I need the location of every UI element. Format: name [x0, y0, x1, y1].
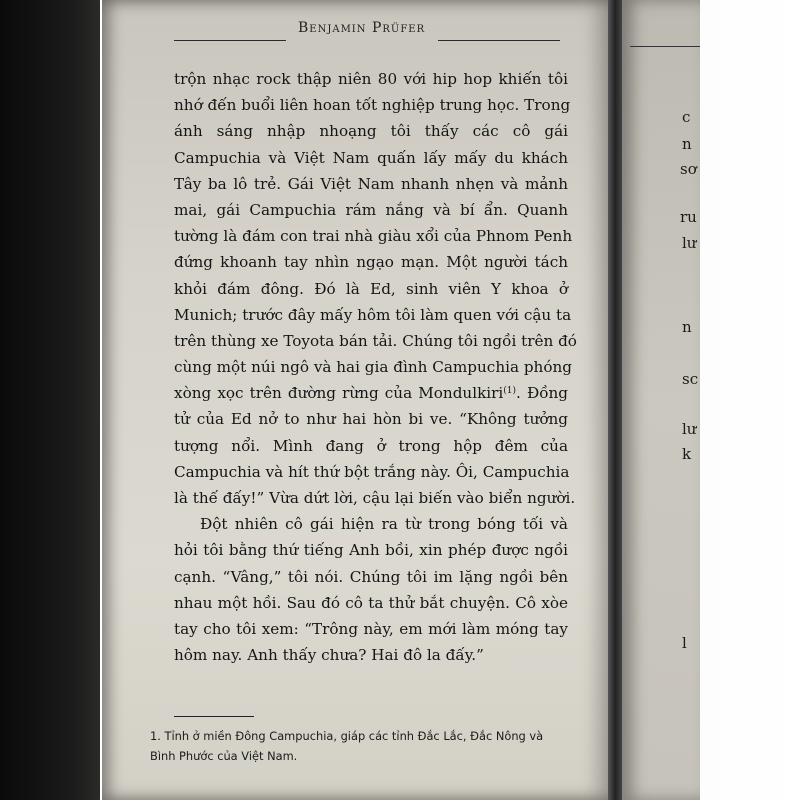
text-line: khỏi đám đông. Đó là Ed, sinh viên Y khoa ở [174, 279, 568, 298]
next-page-fragment: lư [682, 234, 697, 252]
text-line: tay cho tôi xem: “Trông này, em mới làm móng tay [174, 619, 568, 638]
next-page-fragment: lư [682, 420, 697, 438]
footnote-line: Bình Phước của Việt Nam. [150, 749, 298, 763]
next-page-fragment: ru [680, 208, 697, 226]
text-line: Campuchia và Việt Nam quấn lấy mấy du khách [174, 148, 568, 167]
next-page-fragment: l [682, 634, 687, 652]
next-page-fragment: sc [682, 370, 699, 388]
text-line: tường là đám con trai nhà giàu xổi của Phnom Penh [174, 227, 573, 246]
text-line: nhớ đến buổi liên hoan tốt nghiệp trung học. Trong [174, 96, 571, 115]
next-page [622, 0, 700, 800]
text-line: Campuchia và hít thứ bột trắng này. Ôi, Campuchia [174, 462, 570, 481]
text-line: là thế đấy!” Vừa dứt lời, cậu lại biến vào biển người. [174, 489, 576, 507]
text-segment: . Đồng [516, 384, 569, 403]
next-page-header-rule [630, 46, 700, 47]
footnote-line: 1. Tỉnh ở miền Đông Campuchia, giáp các tỉnh Đắc Lắc, Đắc Nông và [150, 729, 544, 743]
next-page-fragment: sơ [680, 160, 697, 178]
text-line: tử của Ed nở to như hai hòn bi ve. “Không tưởng [174, 410, 568, 429]
next-page-fragment: n [682, 318, 692, 336]
running-header [170, 12, 570, 52]
text-line: hôm nay. Anh thấy chưa? Hai đô la đấy.” [174, 646, 484, 665]
next-page-fragment: k [682, 445, 692, 463]
text-line: Tây ba lô trẻ. Gái Việt Nam nhanh nhẹn và mảnh [174, 174, 568, 193]
text-line-paragraph-start: Đột nhiên cô gái hiện ra từ trong bóng tối và [200, 515, 568, 534]
text-line-with-footnote [174, 380, 568, 406]
footnote-marker: (1) [503, 386, 517, 397]
book-gutter [608, 0, 622, 800]
text-segment: xòng xọc trên đường rừng của Mondulkiri [174, 384, 504, 403]
text-line: Munich; trước đây mấy hôm tôi làm quen với cậu ta [174, 305, 572, 324]
body-text [174, 66, 577, 668]
text-line: tượng nổi. Mình đang ở trong hộp đêm của [174, 436, 568, 455]
text-line: đứng khoanh tay nhìn ngạo mạn. Một người tách [174, 253, 568, 272]
text-line: mai, gái Campuchia rám nắng và bí ẩn. Quanh [174, 200, 568, 219]
text-line: cùng một núi ngô và hai gia đình Campuchia phóng [174, 358, 572, 377]
background-left [0, 0, 100, 800]
text-line: ánh sáng nhập nhoạng tôi thấy các cô gái [174, 122, 568, 141]
footnote [150, 726, 570, 766]
header-title: Benjamin Prüfer [298, 20, 426, 36]
background-right [700, 0, 800, 800]
next-page-fragment: c [682, 108, 691, 126]
text-line: trên thùng xe Toyota bán tải. Chúng tôi ngồi trên đó [174, 331, 577, 350]
text-line: nhau một hồi. Sau đó cô ta thử bắt chuyện. Cô xòe [174, 593, 568, 612]
footnote-divider [174, 716, 254, 717]
text-line: trộn nhạc rock thập niên 80 với hip hop khiến tôi [174, 70, 568, 88]
header-rule-left [174, 40, 286, 41]
next-page-fragment: n [682, 135, 692, 153]
text-line: hỏi tôi bằng thứ tiếng Anh bồi, xin phép được ngồi [174, 541, 568, 560]
header-rule-right [438, 40, 560, 41]
text-line: cạnh. “Vâng,” tôi nói. Chúng tôi im lặng ngồi bên [174, 567, 568, 586]
